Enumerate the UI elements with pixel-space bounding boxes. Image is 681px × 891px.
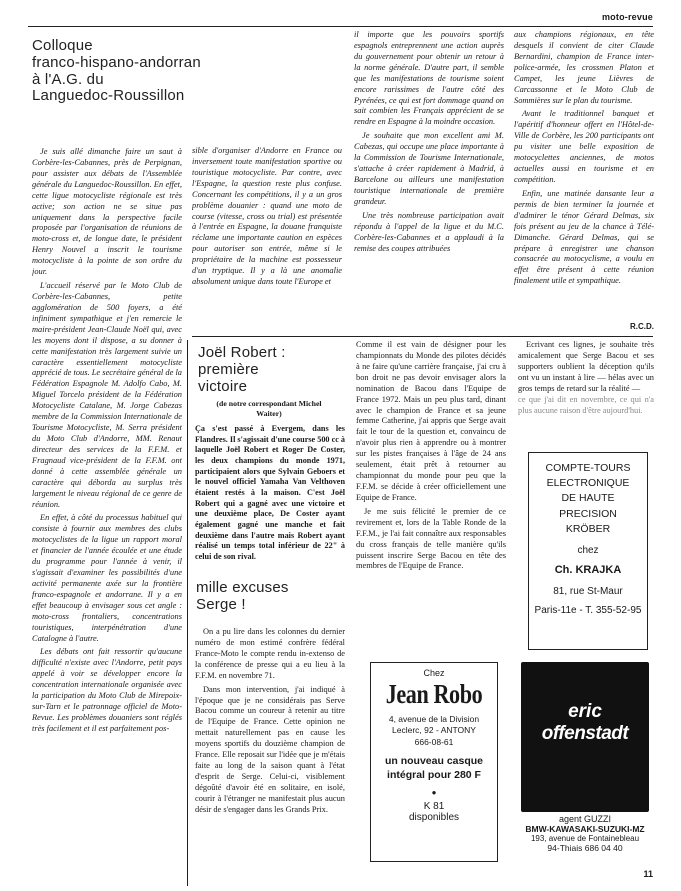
robo-name: Jean Robo [385, 679, 483, 709]
ad-line: DE HAUTE [561, 492, 615, 505]
colloque-title [32, 38, 212, 105]
offenstadt-brands: BMW-KAWASAKI-SUZUKI-MZ [525, 824, 645, 834]
krajka-city: Paris-11e - T. 355-52-95 [534, 605, 642, 617]
serge-column-1 [195, 627, 345, 879]
colloque-column-2 [192, 146, 342, 332]
paragraph: sible d'organiser d'Andorre en France ou inversement toute manifestation sportive ou touristique motocycliste. Par contre, avec l'Espagne, la question reste plus confuse. Concernant les compétitions, il y a un gros problème douanier : quand une moto de course (vitesse, cross ou trial) est présentée à l'entrée en Espagne, la douane franquiste réclame une importante caution en espèces pour autoriser son entrée, même si le propriétaire de la machine est possesseur d'un tryptique. Il y a là une anomalie absolument unique dans toute l'Europe et [192, 146, 342, 287]
paragraph: On a pu lire dans les colonnes du dernier numéro de mon estimé confrère fédéral France-Moto le compte rendu in-extenso de la conférence de presse qui a eu lieu à la F.F.M. en novembre 71. [195, 627, 345, 680]
robo-chez: Chez [423, 668, 445, 678]
robo-availability: disponibles [408, 811, 460, 823]
robo-phone: 666-08-61 [414, 737, 454, 748]
page-number: 11 [643, 869, 653, 879]
colloque-title-line: franco-hispano-andorran [32, 53, 201, 71]
paragraph: Je me suis félicité le premier de ce revirement et, lors de la Table Ronde de la F.F.M., je l'ai fait connaître aux responsables du cross français de telle manière qu'ils puissent inscrire Serge Bacou en tête des membres de l'Equipe de France. [356, 506, 506, 571]
joel-title-line: première [198, 360, 259, 378]
offenstadt-ad [516, 662, 654, 860]
colloque-signature: R.C.D. [630, 322, 654, 331]
ad-line: ELECTRONIQUE [546, 477, 630, 490]
serge-title [196, 580, 336, 614]
paragraph: Dans mon intervention, j'ai indiqué à l'époque que je ne considérais pas Serve Bacou comme un coureur à retenir au titre de l'Equipe de France. Cette opinion ne mettait naturellement pas en cause les moyens sportifs du douzième champion de France. Elle reposait sur l'idée que je m'étais faite au long de la saison quant à l'état d'esprit de Serge. Celui-ci, visiblement dégoûté d'avoir été en solitaire, en isolé, courir à l'étranger ne manifestait plus aucun désir de s'engager dans les Grands Prix. [195, 684, 345, 814]
colloque-title-line: Colloque [32, 37, 93, 54]
paragraph: Comme il est vain de désigner pour les championnats du Monde des pilotes décidés à ne faire qu'une carrière française, j'ai cru à bon droit ne pas devoir envisager alors la nomination de Bacou dans l'Equipe de France 1972. Mais un peu plus tard, dinant avec le champion de France et sa jeune femme Catherine, j'ai appris que Serge avait fait le tour de la question et, convaincu de n'avoir plus rien à apprendre ou à montrer sur les pistes françaises à l'âge de 24 ans seulement, était prêt à retourner au championnat du monde pour peu que la F.F.M. se décide à créer officiellement une Equipe de France. [356, 340, 506, 502]
section-header: moto-revue [601, 12, 653, 22]
paragraph: aux champions régionaux, en tête desquels il convient de citer Claude Bernardini, champion de France inter-police-armée, les crossmen Platon et Campet, les jeune Lièvres de Carcassonne et le Moto Club de Sommières sur le plan du tourisme. [514, 30, 654, 105]
joel-title-line: Joël Robert : [198, 344, 286, 361]
faded-paragraph: ce que j'ai dit en novembre, ce qui n'a plus aucune raison d'être aujourd'hui. [518, 394, 654, 415]
krajka-ad [528, 452, 648, 650]
paragraph: Je souhaite que mon excellent ami M. Cabezas, qui occupe une place importante à la Commission de Tourisme Internationale, s'attache à créer rapidement à Madrid, à Barcelone ou ailleurs une manifestation touristique internationale de première grandeur. [354, 131, 504, 206]
paragraph: L'accueil réservé par le Moto Club de Corbère-les-Cabannes, petite agglomération de 500 foyers, a été infiniment sympathique et j'en remercie le maire-président Jean-Claude Noël qui, avec les moyens dont il dispose, a su donner à cette manifestation très largement suivie un caractère essentiellement motocycliste apprécié de tous. Le secrétaire général de la Fédération Espagnole M. Adolfo Cabo, M. Miguel Torcelo président de la Fédération Motocycliste Catalane, M. Jorge Cabezas membre de la Commission Internationale de Tourisme Motocycliste, M. Serra président du Moto Club d'Andorre, MM. Renaut directeur des services de la F.F.M. et Fragnaud vice-président de la F.F.M. ont donné à cette assemblée générale un caractère qui déborda au surplus très largement le niveau régional de ce genre de réunion. [32, 281, 182, 509]
robo-ad [370, 662, 498, 862]
offenstadt-street: 193, avenue de Fontainebleau [530, 834, 640, 843]
serge-column-2 [356, 340, 506, 604]
robo-promo: un nouveau casque intégral pour 280 F [384, 755, 484, 781]
paragraph: En effet, à côté du processus habituel qui consiste à fournir aux membres des clubs motocyclistes de la ligue un rapport moral et financier de l'année écoulée et une étude du programme pour l'année à venir, il s'agissait d'examiner les possibilités d'une activité permanente axée sur la frontière franco-espagnole et andorrane. Il y a en effet beaucoup à envisager sous cet angle : moto-cross frontaliers, concentrations touristiques, interpénétration d'une Catalogne à l'autre. [32, 513, 182, 643]
krajka-street: 81, rue St-Maur [553, 586, 623, 598]
paragraph: Je suis allé dimanche faire un saut à Corbère-les-Cabannes, près de Perpignan, pour assister aux débats de l'Assemblée générale du Languedoc-Roussillon. En effet, cette ligue motocycliste régionale est très active; son action ne se situe pas uniquement dans la perspective facile proposée par l'organisation de réunions de moto-cross et, de longue date, le président Henry Nouvel a inscrit le tourisme motocycliste à la pointe de son ordre du jour. [32, 147, 182, 277]
ad-line: COMPTE-TOURS [545, 462, 631, 474]
krajka-name: Ch. KRAJKA [554, 564, 622, 577]
offenstadt-city: 94-Thiais 686 04 40 [547, 843, 623, 853]
logo-bottom: offenstadt [541, 723, 629, 744]
colloque-column-4 [514, 30, 654, 320]
colloque-title-line: à l'A.G. du [32, 70, 104, 88]
paragraph: Les débats ont fait ressortir qu'aucune difficulté n'existe avec l'Andorre, petit pays appelé à voir se développer encore la concentration internationale organisée avec la participation du Moto Club de Mirepoix-sur-Tarn et le patronnage officiel de Moto-Revue. Les problèmes douaniers sont réglés très facilement et il est parfaitement pos- [32, 647, 182, 733]
paragraph: Enfin, une matinée dansante leur a permis de bien terminer la journée et d'admirer le ténor Gérard Delmas, six fois présent au jeu de la chance à Télé-Dimanche. Gérard Delmas, qui se prépare à enregistrer une chanson consacrée au motocyclisme, a voulu en effet être présent à cette réunion finalement utile et sympathique. [514, 188, 654, 286]
colloque-column-1 [32, 147, 182, 847]
colloque-column-3 [354, 30, 504, 334]
joel-title [198, 345, 338, 395]
colloque-title-line: Languedoc-Roussillon [32, 87, 185, 105]
joel-byline: (de notre correspondant Michel Waiter) [216, 399, 322, 419]
joel-title-line: victoire [198, 377, 248, 395]
robo-model: K 81 [423, 800, 445, 812]
krajka-chez: chez [577, 545, 599, 557]
ad-line: KRÖBER [565, 522, 611, 535]
paragraph: Ecrivant ces lignes, je souhaite très amicalement que Serge Bacou et ses supporters oublient la déception qu'ils ont vu un instant à lire — hélas avec un gros temps de retard sur la réalité — [518, 340, 654, 393]
paragraph: Avant le traditionnel banquet et l'apéritif d'honneur offert en l'Hôtel-de-Ville de Corbère, les 200 participants ont pu visiter une belle exposition de motocyclettes anciennes, de motos actuelles aussi en tourisme et en compétition. [514, 109, 654, 184]
paragraph: Une très nombreuse participation avait répondu à l'appel de la ligue et du M.C. Corbère-les-Cabannes et a applaudi à la remise des coupes attribuées [354, 210, 504, 253]
serge-title-line: mille excuses [196, 579, 289, 596]
robo-address: 4, avenue de la Division Leclerc, 92 - ANTONY [388, 714, 480, 736]
header-rule [28, 26, 653, 27]
offenstadt-agent: agent GUZZI [558, 814, 612, 824]
column-divider [187, 340, 188, 886]
robo-bullet: ● [431, 787, 437, 797]
offenstadt-logo-block [521, 662, 649, 812]
serge-title-line: Serge ! [196, 595, 246, 613]
serge-column-3 [518, 340, 654, 444]
paragraph: il importe que les pouvoirs sportifs espagnols entreprennent une action auprès du gouvernement pour obtenir un retour à la norme générale. D'autre part, il semble que les manifestations de tourisme soient encore rarissimes de l'autre côté des Pyrénées, ce qui est fort dommage quand on sait combien les Français apprécient de se rendre en Espagne à la moindre occasion. [354, 30, 504, 127]
joel-lead: Ça s'est passé à Evergem, dans les Flandres. Il s'agissait d'une course 500 cc à laquelle Joël Robert et Roger De Coster, les deux champions du monde 1971, participaient alors que Sylvain Geboers et le nouvel officiel Yamaha Van Velthoven étaient restés à la maison. C'est Joël Robert qui a gagné avec une victoire et une deuxième place, De Coster ayant également gagné une manche et fait deuxième dans l'autre mais Robert ayant réalisé un temps total inférieur de 22" à celui de son rival. [195, 424, 345, 561]
logo-top: eric [568, 701, 602, 722]
ad-line: PRECISION [559, 507, 617, 520]
section-rule [192, 336, 653, 337]
